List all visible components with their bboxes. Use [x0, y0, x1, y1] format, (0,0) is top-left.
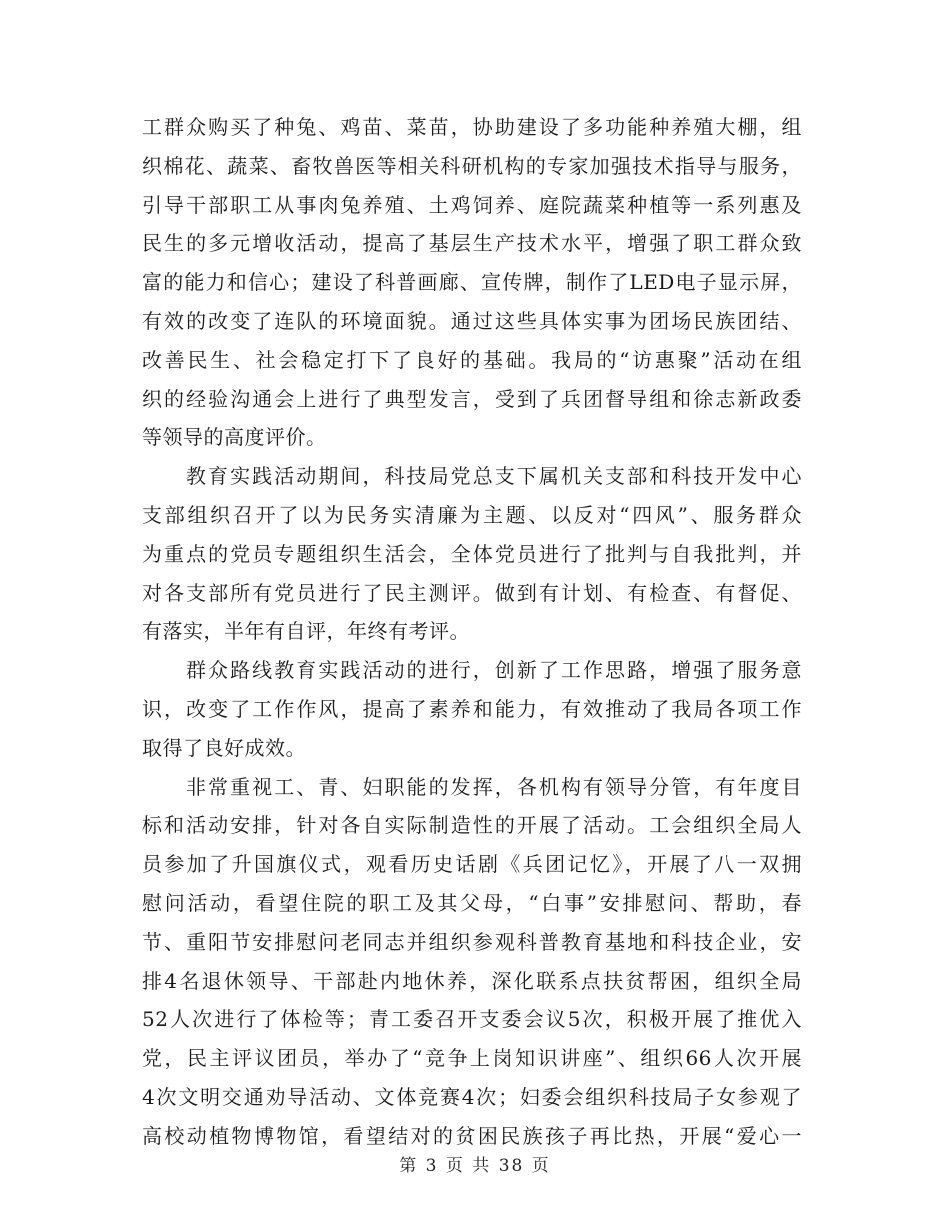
text-line: 员参加了升国旗仪式，观看历史话剧《兵团记忆》，开展了八一双拥 [142, 852, 802, 877]
document-body [142, 111, 802, 1159]
text-line: 工群众购买了种兔、鸡苗、菜苗，协助建设了多功能种养殖大棚，组 [142, 115, 802, 139]
text-line: 慰问活动，看望住院的职工及其父母，“白事”安排慰问、帮助，春 [142, 890, 802, 915]
text-line: 等领导的高度评价。 [142, 425, 327, 450]
text-line: 富的能力和信心；建设了科普画廊、宣传牌，制作了LED电子显示屏， [142, 270, 802, 295]
paragraph-start-line: 非常重视工、青、妇职能的发挥，各机构有领导分管，有年度目 [186, 774, 802, 799]
text-line: 取得了良好成效。 [142, 735, 306, 760]
text-line: 标和活动安排，针对各自实际制造性的开展了活动。工会组织全局人 [142, 813, 802, 838]
text-line: 52人次进行了体检等；青工委召开支委会议5次，积极开展了推优入 [142, 1007, 802, 1032]
text-line: 有落实，半年有自评，年终有考评。 [142, 619, 470, 644]
paragraph-start-line: 教育实践活动期间，科技局党总支下属机关支部和科技开发中心 [186, 464, 802, 489]
text-line: 识，改变了工作作风，提高了素养和能力，有效推动了我局各项工作 [142, 696, 802, 721]
text-line: 对各支部所有党员进行了民主测评。做到有计划、有检查、有督促、 [142, 580, 802, 605]
text-line: 节、重阳节安排慰问老同志并组织参观科普教育基地和科技企业，安 [142, 929, 802, 954]
text-line: 织的经验沟通会上进行了典型发言，受到了兵团督导组和徐志新政委 [142, 386, 802, 411]
text-line: 引导干部职工从事肉兔养殖、土鸡饲养、庭院蔬菜种植等一系列惠及 [142, 192, 802, 217]
text-line: 党，民主评议团员，举办了“竞争上岗知识讲座”、组织66人次开展 [142, 1046, 802, 1071]
text-line: 改善民生、社会稳定打下了良好的基础。我局的“访惠聚”活动在组 [142, 347, 802, 372]
text-line: 4次文明交通劝导活动、文体竞赛4次；妇委会组织科技局子女参观了 [142, 1084, 802, 1109]
paragraph-start-line: 群众路线教育实践活动的进行，创新了工作思路，增强了服务意 [186, 658, 802, 683]
page-number-footer: 第 3 页 共 38 页 [399, 1156, 551, 1176]
text-line: 民生的多元增收活动，提高了基层生产技术水平，增强了职工群众致 [142, 231, 802, 256]
text-line: 有效的改变了连队的环境面貌。通过这些具体实事为团场民族团结、 [142, 308, 802, 333]
text-line: 为重点的党员专题组织生活会，全体党员进行了批判与自我批判，并 [142, 541, 802, 566]
text-line: 织棉花、蔬菜、畜牧兽医等相关科研机构的专家加强技术指导与服务， [142, 153, 802, 178]
text-line: 排4名退休领导、干部赴内地休养，深化联系点扶贫帮困，组织全局 [142, 968, 802, 993]
text-line: 高校动植物博物馆，看望结对的贫困民族孩子再比热，开展“爱心一 [142, 1123, 802, 1148]
text-line: 支部组织召开了以为民务实清廉为主题、以反对“四风”、服务群众 [142, 502, 802, 527]
